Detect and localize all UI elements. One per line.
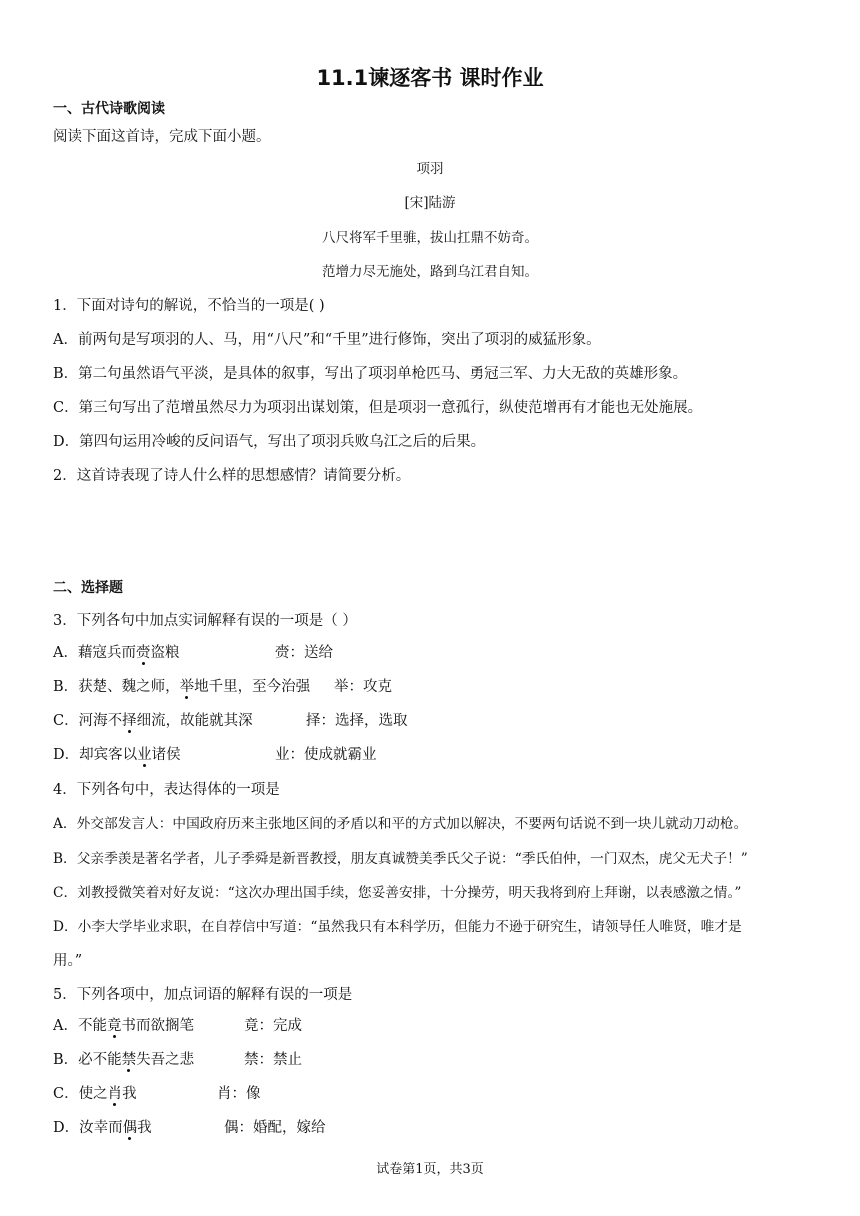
dotted-word: 禁 [121, 1052, 137, 1068]
page-title: 11.1谏逐客书 课时作业 [316, 66, 544, 90]
question-5-gloss-c: 肖：像 [217, 1086, 261, 1102]
question-5-gloss-a: 竟：完成 [244, 1018, 302, 1034]
poem-line: 范增力尽无施处，路到乌江君自知。 [322, 264, 538, 280]
question-5-option-a: A．不能竟书而欲搁笔 [53, 1018, 194, 1034]
question-5-option-b: B．必不能禁失吾之悲 [53, 1052, 195, 1068]
question-5-option-c: C．使之肖我 [53, 1086, 137, 1102]
question-4-option-a: A．外交部发言人：中国政府历来主张地区间的矛盾以和平的方式加以解决，不要两句话说不到一块儿就动刀动枪。 [53, 816, 748, 832]
instruction: 阅读下面这首诗，完成下面小题。 [53, 129, 271, 145]
dotted-word: 偶 [122, 1120, 138, 1136]
question-5-gloss-b: 禁：禁止 [244, 1052, 302, 1068]
question-3-option-b: B．获楚、魏之师，举地千里，至今治强 [53, 679, 311, 695]
question-5-stem: 5．下列各项中，加点词语的解释有误的一项是 [53, 987, 353, 1003]
question-3-option-a: A．藉寇兵而赍盗粮 [53, 645, 180, 661]
question-3-gloss-a: 赍：送给 [275, 645, 333, 661]
question-5-option-d: D．汝幸而偶我 [53, 1120, 152, 1136]
question-3-option-c: C．河海不择细流，故能就其深 [53, 713, 253, 729]
question-1-option-d: D．第四句运用冷峻的反问语气，写出了项羽兵败乌江之后的后果。 [53, 434, 486, 450]
question-1-option-a: A．前两句是写项羽的人、马，用“八尺”和“千里”进行修饰，突出了项羽的威猛形象。 [53, 332, 601, 348]
question-3-gloss-b: 举：攻克 [334, 679, 392, 695]
dotted-word: 赍 [135, 645, 151, 661]
section-heading-poetry: 一、古代诗歌阅读 [53, 101, 165, 117]
dotted-word: 举 [179, 679, 195, 695]
question-1-option-b: B．第二句虽然语气平淡，是具体的叙事，写出了项羽单枪匹马、勇冠三军、力大无敌的英雄形象。 [53, 366, 688, 382]
question-3-gloss-c: 择：选择，选取 [306, 713, 408, 729]
question-4-option-d: D．小李大学毕业求职，在自荐信中写道：“虽然我只有本科学历，但能力不逊于研究生，请领导任人唯贤，唯才是 [53, 919, 742, 935]
question-3-gloss-d: 业：使成就霸业 [275, 747, 377, 763]
question-4-option-c: C．刘教授微笑着对好友说：“这次办理出国手续，您妥善安排，十分操劳，明天我将到府上拜谢，以表感激之情。” [53, 885, 742, 901]
question-5-gloss-d: 偶：婚配，嫁给 [224, 1120, 326, 1136]
question-1-stem: 1．下面对诗句的解说，不恰当的一项是( ) [53, 298, 325, 314]
dotted-word: 肖 [107, 1086, 123, 1102]
dotted-word: 业 [137, 747, 152, 763]
question-4-option-b: B．父亲季羡是著名学者，儿子季舜是新晋教授，朋友真诚赞美季氏父子说：“季氏伯仲，一门双杰，虎父无犬子！” [53, 851, 748, 867]
poem-author: [宋]陆游 [404, 195, 456, 211]
poem-title: 项羽 [416, 161, 444, 177]
question-3-option-d: D．却宾客以业诸侯 [53, 747, 181, 763]
question-4-option-d-cont: 用。” [53, 953, 83, 969]
question-1-option-c: C．第三句写出了范增虽然尽力为项羽出谋划策，但是项羽一意孤行，纵使范增再有才能也无处施展。 [53, 400, 703, 416]
dotted-word: 竟 [106, 1018, 122, 1034]
poem-line: 八尺将军千里骓，拔山扛鼎不妨奇。 [322, 230, 538, 246]
section-heading-choice: 二、选择题 [53, 580, 123, 596]
dotted-word: 择 [122, 713, 137, 729]
question-2-stem: 2．这首诗表现了诗人什么样的思想感情？请简要分析。 [53, 468, 411, 484]
question-3-stem: 3．下列各句中加点实词解释有误的一项是（ ） [53, 613, 357, 629]
question-4-stem: 4．下列各句中，表达得体的一项是 [53, 782, 280, 798]
page-footer: 试卷第1页，共3页 [376, 1162, 484, 1177]
